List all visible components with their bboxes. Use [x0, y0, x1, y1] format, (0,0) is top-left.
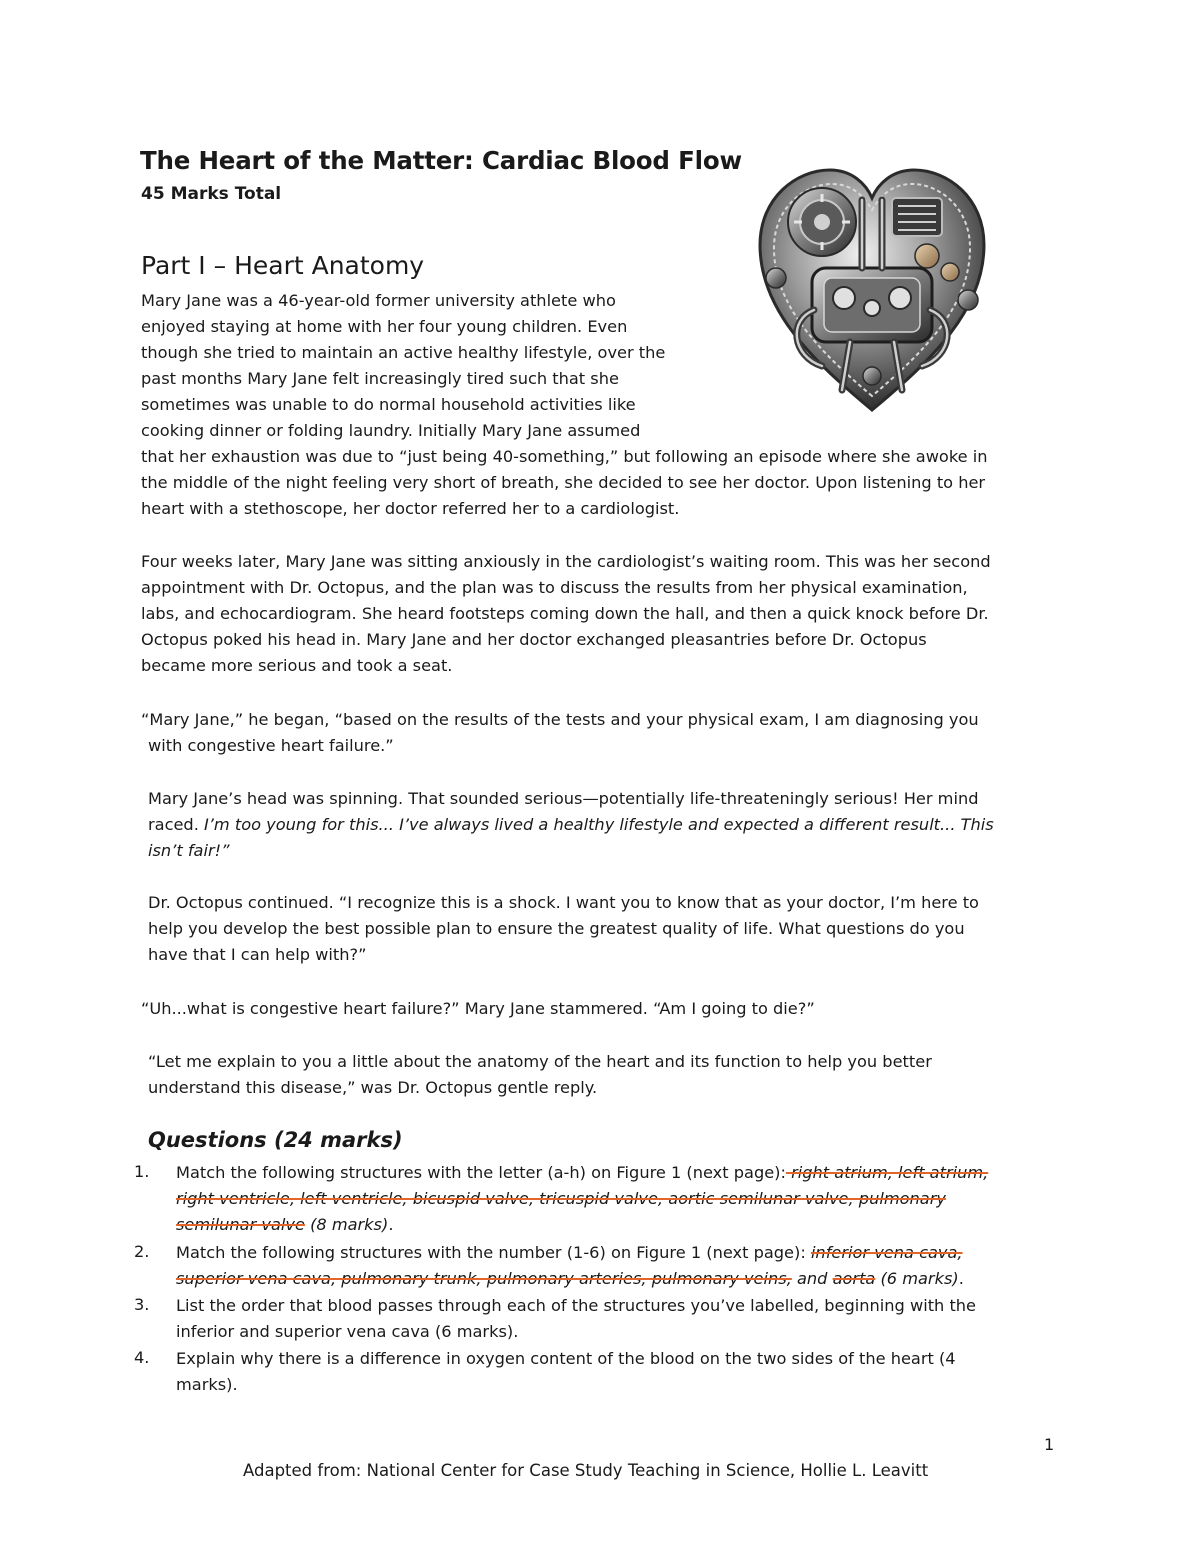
body-line: heart with a stethoscope, her doctor referred her to a cardiologist. [141, 499, 680, 518]
italic-thought: isn’t fair!” [148, 841, 230, 860]
question-number: 2. [134, 1242, 150, 1261]
body-line: Octopus poked his head in. Mary Jane and her doctor exchanged pleasantries before Dr. Octopus [141, 630, 927, 649]
struck-answer: semilunar valve [176, 1215, 305, 1234]
question-number: 3. [134, 1295, 150, 1314]
conjunction: and [791, 1269, 833, 1288]
body-text: raced. [148, 815, 205, 834]
body-line: “Uh...what is congestive heart failure?” Mary Jane stammered. “Am I going to die?” [141, 999, 815, 1018]
question-line [176, 1214, 393, 1236]
body-line: sometimes was unable to do normal household activities like [141, 395, 636, 414]
question-line: Explain why there is a difference in oxygen content of the blood on the two sides of the heart (4 [176, 1349, 956, 1368]
footer-attribution: Adapted from: National Center for Case Study Teaching in Science, Hollie L. Leavitt [243, 1461, 929, 1480]
question-number: 1. [134, 1162, 150, 1181]
document-title: The Heart of the Matter: Cardiac Blood Flow [140, 146, 742, 175]
body-line: with congestive heart failure.” [148, 736, 394, 755]
body-line: Four weeks later, Mary Jane was sitting anxiously in the cardiologist’s waiting room. This was her second [141, 552, 991, 571]
question-line [176, 1162, 988, 1184]
question-text: Match the following structures with the number (1-6) on Figure 1 (next page): [176, 1243, 811, 1262]
question-number: 4. [134, 1348, 150, 1367]
body-line: Mary Jane was a 46-year-old former university athlete who [141, 291, 616, 310]
body-line: labs, and echocardiogram. She heard footsteps coming down the hall, and then a quick knock before Dr. [141, 604, 989, 623]
body-line: past months Mary Jane felt increasingly tired such that she [141, 369, 619, 388]
body-line: cooking dinner or folding laundry. Initially Mary Jane assumed [141, 421, 641, 440]
body-line: “Mary Jane,” he began, “based on the results of the tests and your physical exam, I am diagnosing you [141, 710, 979, 729]
body-line: though she tried to maintain an active healthy lifestyle, over the [141, 343, 666, 362]
question-line [176, 1268, 964, 1290]
body-line: that her exhaustion was due to “just being 40-something,” but following an episode where she awoke in [141, 447, 988, 466]
body-line: Dr. Octopus continued. “I recognize this is a shock. I want you to know that as your doctor, I’m here to [148, 893, 979, 912]
question-line: marks). [176, 1375, 238, 1394]
struck-answer: inferior vena cava, [810, 1243, 963, 1262]
marks-total: 45 Marks Total [141, 184, 282, 204]
question-line [176, 1242, 963, 1264]
body-line: appointment with Dr. Octopus, and the plan was to discuss the results from her physical examination, [141, 578, 968, 597]
mechanical-heart-icon [752, 160, 992, 422]
body-line: Mary Jane’s head was spinning. That sounded serious—potentially life-threateningly serious! Her mind [148, 789, 979, 808]
question-line [176, 1188, 946, 1210]
body-line: the middle of the night feeling very short of breath, she decided to see her doctor. Upon listening to her [141, 473, 986, 492]
marks-note: (6 marks) [875, 1269, 959, 1288]
question-line: inferior and superior vena cava (6 marks). [176, 1322, 519, 1341]
body-line [148, 814, 994, 836]
body-line: have that I can help with?” [148, 945, 367, 964]
body-line: understand this disease,” was Dr. Octopus gentle reply. [148, 1078, 598, 1097]
struck-answer: superior vena cava, pulmonary trunk, pulmonary arteries, pulmonary veins, [176, 1269, 792, 1288]
questions-heading: Questions (24 marks) [148, 1128, 403, 1152]
body-line: “Let me explain to you a little about the anatomy of the heart and its function to help you better [148, 1052, 932, 1071]
marks-note: (8 marks) [304, 1215, 389, 1234]
question-line: List the order that blood passes through each of the structures you’ve labelled, beginning with the [176, 1296, 977, 1315]
struck-answer: right ventricle, left ventricle, bicuspid valve, tricuspid valve, aortic semilunar valve, pulmonary [176, 1189, 946, 1208]
italic-thought: I’m too young for this... I’ve always lived a healthy lifestyle and expected a different result... This [204, 815, 994, 834]
punctuation: . [958, 1269, 964, 1288]
question-text: Match the following structures with the letter (a-h) on Figure 1 (next page): [176, 1163, 786, 1182]
body-line: enjoyed staying at home with her four young children. Even [141, 317, 628, 336]
struck-answer: right atrium, left atrium, [785, 1163, 989, 1182]
body-line: became more serious and took a seat. [141, 656, 453, 675]
struck-answer: aorta [832, 1269, 876, 1288]
page-number: 1 [1044, 1435, 1055, 1454]
punctuation: . [388, 1215, 394, 1234]
part-heading: Part I – Heart Anatomy [141, 251, 425, 280]
body-line: help you develop the best possible plan to ensure the greatest quality of life. What questions do you [148, 919, 965, 938]
